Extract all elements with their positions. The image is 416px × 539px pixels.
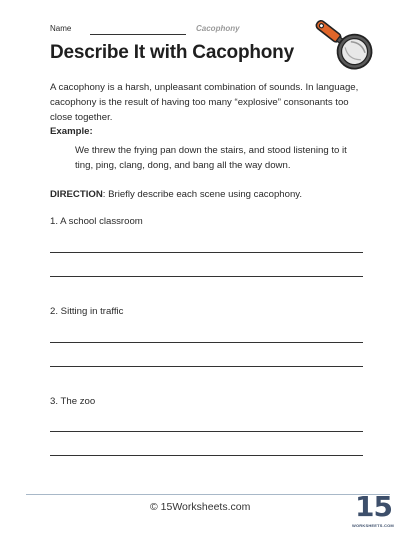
- answer-line[interactable]: [50, 455, 363, 456]
- example-label: Example:: [50, 126, 93, 137]
- direction-body: : Briefly describe each scene using cacophony.: [102, 189, 303, 200]
- answer-line[interactable]: [50, 342, 363, 343]
- answer-line[interactable]: [50, 431, 363, 432]
- name-label: Name: [50, 24, 72, 33]
- page-title: Describe It with Cacophony: [50, 42, 294, 63]
- answer-line[interactable]: [50, 252, 363, 253]
- question-2: 2. Sitting in traffic: [50, 306, 124, 317]
- question-3: 3. The zoo: [50, 396, 96, 407]
- logo-text: WORKSHEETS.COM: [352, 523, 394, 528]
- question-1: 1. A school classroom: [50, 216, 143, 227]
- footer-divider: [26, 494, 390, 495]
- logo-number: 15: [355, 490, 392, 523]
- intro-paragraph: A cacophony is a harsh, unpleasant combination of sounds. In language, cacophony is the result of having too many “explosive” consonants too close together.: [50, 82, 359, 123]
- answer-line[interactable]: [50, 366, 363, 367]
- direction-label: DIRECTION: [50, 189, 103, 200]
- direction-text: [50, 189, 302, 200]
- name-field-line[interactable]: [90, 34, 186, 35]
- worksheets-logo: [352, 491, 392, 533]
- topic-label: Cacophony: [196, 24, 240, 33]
- frying-pan-icon: [312, 12, 376, 76]
- footer-copyright: © 15Worksheets.com: [150, 501, 251, 513]
- example-text: We threw the frying pan down the stairs, and stood listening to it ting, ping, clang, dong, and bang all the way down.: [75, 145, 347, 171]
- answer-line[interactable]: [50, 276, 363, 277]
